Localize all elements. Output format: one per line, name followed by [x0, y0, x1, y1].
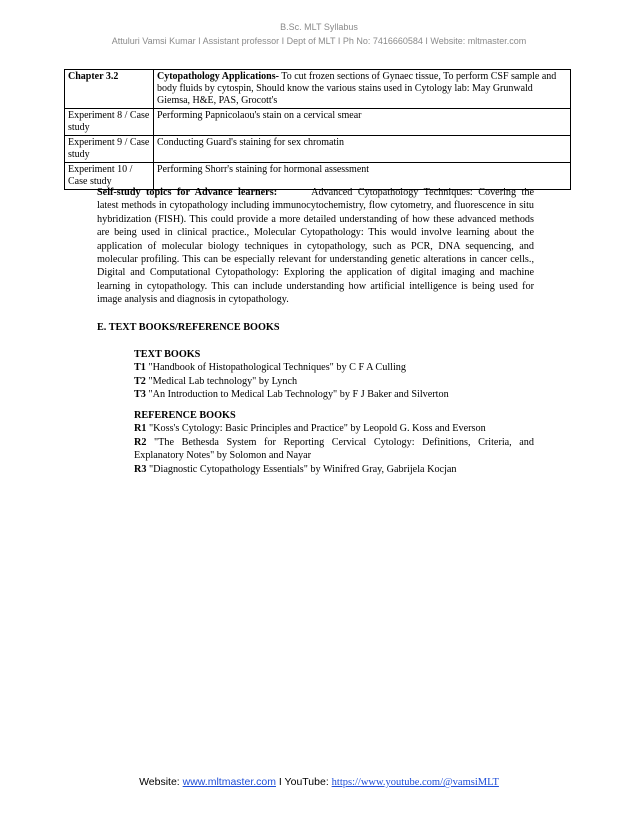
book-code: R2: [134, 436, 147, 448]
list-item: [134, 361, 534, 374]
book-text: "Koss's Cytology: Basic Principles and Practice" by Leopold G. Koss and Everson: [146, 423, 486, 435]
chapter-description: [154, 70, 571, 109]
textbooks-block: [134, 348, 534, 402]
book-text: "Diagnostic Cytopathology Essentials" by Winifred Gray, Gabrijela Kocjan: [146, 463, 457, 475]
chapter-label: Chapter 3.2: [65, 70, 154, 109]
book-code: R3: [134, 463, 147, 475]
reference-books-heading: REFERENCE BOOKS: [134, 410, 236, 421]
self-study-colon: :: [273, 187, 278, 198]
experiment-label: Experiment 10 / Case study: [65, 163, 154, 190]
list-item: [134, 422, 534, 435]
book-text: "Handbook of Histopathological Techniques" by C F A Culling: [145, 362, 406, 374]
page-header: [0, 20, 638, 48]
chapter-desc-text: To cut frozen sections of Gynaec tissue, To perform CSF sample and body fluids by cytospin, Should know the various stains used in Cytology lab: May Grunwald Giemsa, H&E, PAS, Grocott's: [157, 71, 557, 106]
syllabus-table: [64, 69, 571, 190]
table-row: [65, 109, 571, 136]
table-row: [65, 136, 571, 163]
book-code: T1: [134, 362, 146, 374]
website-link[interactable]: www.mltmaster.com: [182, 776, 276, 788]
list-item: [134, 388, 534, 401]
footer-separator: I YouTube:: [276, 776, 332, 788]
book-text: "Medical Lab technology" by Lynch: [145, 375, 298, 387]
section-title: E. TEXT BOOKS/REFERENCE BOOKS: [97, 322, 280, 333]
experiment-description: Performing Papnicolaou's stain on a cervical smear: [154, 109, 571, 136]
footer-website-label: Website:: [139, 776, 183, 788]
experiment-label: Experiment 8 / Case study: [65, 109, 154, 136]
header-author-line: Attuluri Vamsi Kumar I Assistant professor I Dept of MLT I Ph No: 7416660584 I Website: mltmaster.com: [111, 36, 527, 46]
book-code: T2: [134, 375, 146, 387]
list-item: [134, 436, 534, 463]
chapter-title: Cytopathology Applications-: [157, 71, 279, 82]
self-study-title-text: Self-study topics for Advance learners: [97, 187, 274, 198]
list-item: [134, 375, 534, 388]
page-footer: [0, 776, 638, 788]
youtube-link[interactable]: https://www.youtube.com/@vamsiMLT: [331, 777, 499, 788]
self-study-title: [97, 187, 277, 198]
self-study-body: Advanced Cytopathology Techniques: Covering the latest methods in cytopathology including immunocytochemistry, flow cytometry, and fluorescence in situ hybridization (FISH). This could provide a more detailed understanding of how these advanced methods are being used in clinical practice., Molecular Cytopathology: This would involve learning about the application of molecular biology techniques in cytopathology, such as PCR, DNA sequencing, and molecular profiling. This can be especially relevant for understanding genetic alterations in cancer cells., Digital and Computational Cytopathology: Exploring the application of digital imaging and machine learning in cytopathology. This can include understanding how artificial intelligence is being used for image analysis and diagnosis in cytopathology.: [97, 187, 534, 306]
textbooks-heading: TEXT BOOKS: [134, 349, 201, 360]
table-row: [65, 70, 571, 109]
book-code: T3: [134, 389, 146, 401]
self-study-paragraph: [97, 186, 534, 307]
reference-books-block: [134, 409, 534, 476]
book-text: "An Introduction to Medical Lab Technology" by F J Baker and Silverton: [145, 389, 449, 401]
experiment-description: Conducting Guard's staining for sex chromatin: [154, 136, 571, 163]
experiment-label: Experiment 9 / Case study: [65, 136, 154, 163]
book-text: "The Bethesda System for Reporting Cervical Cytology: Definitions, Criteria, and Explanatory Notes" by Solomon and Nayar: [134, 436, 534, 462]
header-title: B.Sc. MLT Syllabus: [280, 22, 358, 32]
book-code: R1: [134, 423, 147, 435]
list-item: [134, 463, 534, 476]
experiment-description: Performing Shorr's staining for hormonal assessment: [154, 163, 571, 190]
